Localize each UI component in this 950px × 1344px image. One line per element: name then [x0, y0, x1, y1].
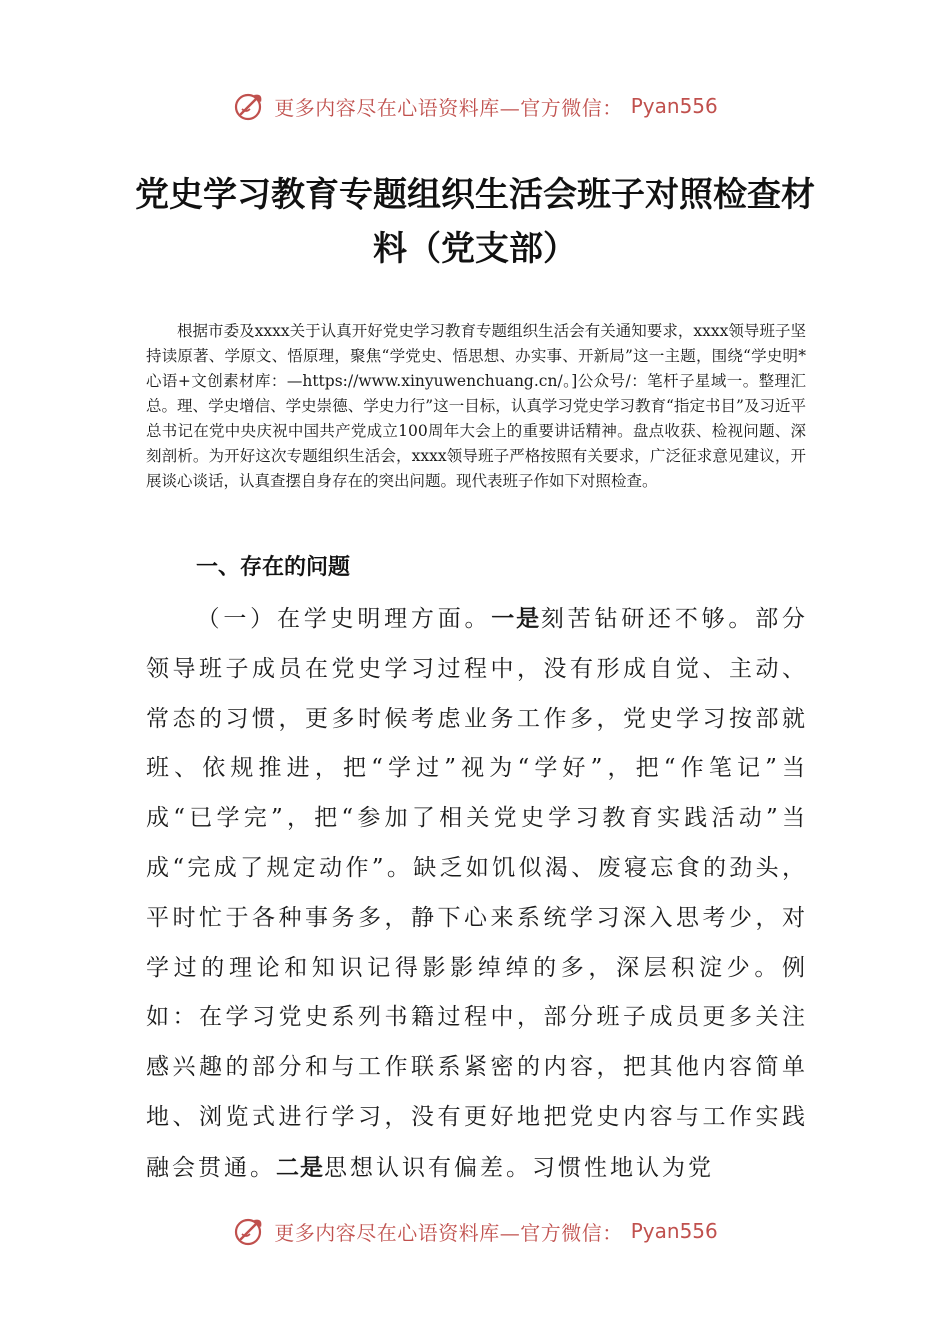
- banner-wechat-id: Pyan556: [630, 1219, 718, 1243]
- quill-seal-icon: [232, 89, 266, 123]
- body-paragraph-1: [146, 594, 808, 1194]
- para1-point1-label: 一是: [491, 605, 541, 632]
- document-title: 党史学习教育专题组织生活会班子对照检查材料（党支部）: [135, 175, 815, 269]
- intro-paragraph: 根据市委及xxxx关于认真开好党史学习教育专题组织生活会有关通知要求，xxxx领导班子坚持读原著、学原文、悟原理，聚焦“学党史、悟思想、办实事、开新局”这一主题，围绕“学史明*心语+文创素材库：—https://www.xinyuwenchuang.cn/。]公众号/：笔杆子星域一。整理汇总。理、学史增信、学史崇德、学史力行”这一目标，认真学习党史学习教育“指定书目”及习近平总书记在党中央庆祝中国共产党成立100周年大会上的重要讲话精神。盘点收获、检视问题、深刻剖析。为开好这次专题组织生活会，xxxx领导班子严格按照有关要求，广泛征求意见建议，开展谈心谈话，认真查摆自身存在的突出问题。现代表班子作如下对照检查。: [146, 322, 806, 490]
- banner-wechat-id: Pyan556: [630, 94, 718, 118]
- quill-seal-icon: [232, 1214, 266, 1248]
- footer-watermark-banner: [0, 1211, 950, 1251]
- banner-text: 更多内容尽在心语资料库—官方微信：: [274, 1220, 623, 1245]
- para1-lead: （一）在学史明理方面。: [196, 606, 492, 632]
- banner-text: 更多内容尽在心语资料库—官方微信：: [274, 95, 623, 120]
- para1-point1-text: 刻苦钻研还不够。部分领导班子成员在党史学习过程中，没有形成自觉、主动、常态的习惯，更多时候考虑业务工作多，党史学习按部就班、依规推进，把“学过”视为“学好”，把“作笔记”当成“已学完”，把“参加了相关党史学习教育实践活动”当成“完成了规定动作”。缺乏如饥似渴、废寝忘食的劲头，平时忙于各种事务多，静下心来系统学习深入思考少，对学过的理论和知识记得影影绰绰的多，深层积淀少。例如：在学习党史系列书籍过程中，部分班子成员更多关注感兴趣的部分和与工作联系紧密的内容，把其他内容简单地、浏览式进行学习，没有更好地把党史内容与工作实践融会贯通。: [146, 606, 809, 1181]
- header-watermark-banner: [0, 86, 950, 126]
- para1-point2-text: 思想认识有偏差。习惯性地认为党: [324, 1154, 714, 1181]
- para1-point2-label: 二是: [276, 1153, 324, 1181]
- section-heading-problems: 一、存在的问题: [196, 555, 351, 580]
